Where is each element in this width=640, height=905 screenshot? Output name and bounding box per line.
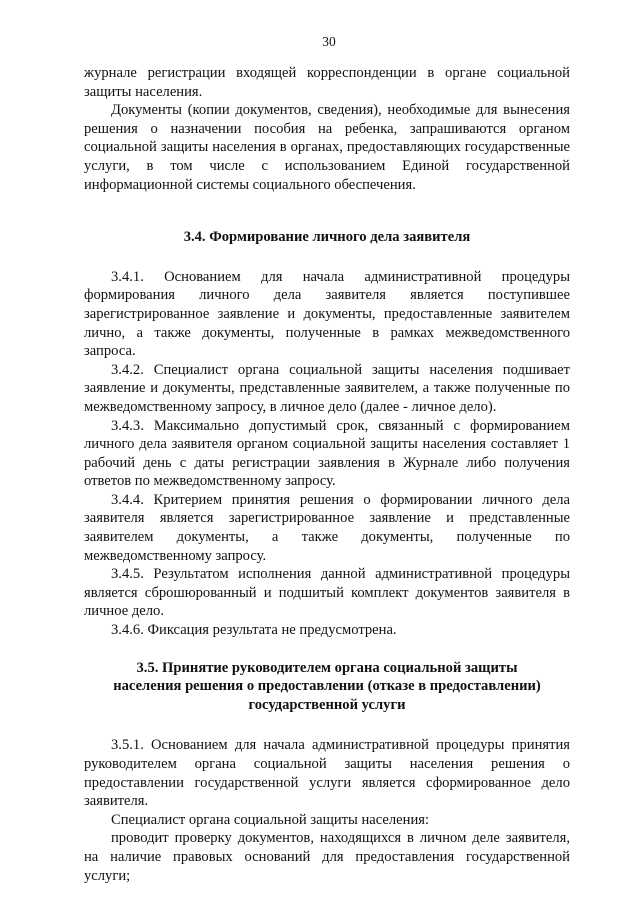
intro-paragraph-2: Документы (копии документов, сведения), необходимые для вынесения решения о назначении пособия на ребенка, запрашиваются органом социальной защиты населения в органах, предоставляющих государственные услуги, в том числе с использованием Единой государственной информационной системы социального обеспечения. (84, 102, 570, 193)
paragraph-3-4-1: 3.4.1. Основанием для начала административной процедуры формирования личного дела заявителя является поступившее зарегистрированное заявление и документы, предоставленные заявителем лично, а также документы, полученные в рамках межведомственного запроса. (84, 268, 570, 360)
paragraph-3-4-5: 3.4.5. Результатом исполнения данной административной процедуры является сброшюрованный и подшитый комплект документов заявителя в личное дело. (84, 566, 570, 620)
section-3-4-heading: 3.4. Формирование личного дела заявителя (183, 229, 471, 246)
paragraph-check-documents: проводит проверку документов, находящихся в личном деле заявителя, на наличие правовых оснований для предоставления государственной услуги; (84, 830, 570, 884)
paragraph-3-4-4: 3.4.4. Критерием принятия решения о формировании личного дела заявителя является зарегистрированное заявление и представленные заявителем документы, а также документы, полученные по межведомственному запросу. (84, 491, 570, 564)
intro-paragraph-1: журнале регистрации входящей корреспонденции в органе социальной защиты населения. (84, 65, 570, 100)
paragraph-3-4-2: 3.4.2. Специалист органа социальной защиты населения подшивает заявление и документы, представленные заявителем, а также полученные по межведомственному запросу, в личное дело (далее - личное дело). (84, 361, 570, 415)
document-page (84, 34, 570, 885)
section-3-5-heading: 3.5. Принятие руководителем органа социальной защиты населения решения о предоставлении (отказе в предоставлении) государственной услуги (113, 659, 541, 713)
paragraph-3-4-6: 3.4.6. Фиксация результата не предусмотрена. (111, 622, 397, 639)
paragraph-3-4-3: 3.4.3. Максимально допустимый срок, связанный с формированием личного дела заявителя органом социальной защиты населения составляет 1 рабочий день с даты регистрации заявления в Журнале либо получения ответов по межведомственному запросу. (84, 417, 570, 490)
paragraph-3-5-1: 3.5.1. Основанием для начала административной процедуры принятия руководителем органа социальной защиты населения решения о предоставлении государственной услуги является сформированное дело заявителя. (84, 737, 570, 810)
page-number: 30 (322, 34, 336, 49)
paragraph-specialist: Специалист органа социальной защиты населения: (111, 811, 430, 828)
